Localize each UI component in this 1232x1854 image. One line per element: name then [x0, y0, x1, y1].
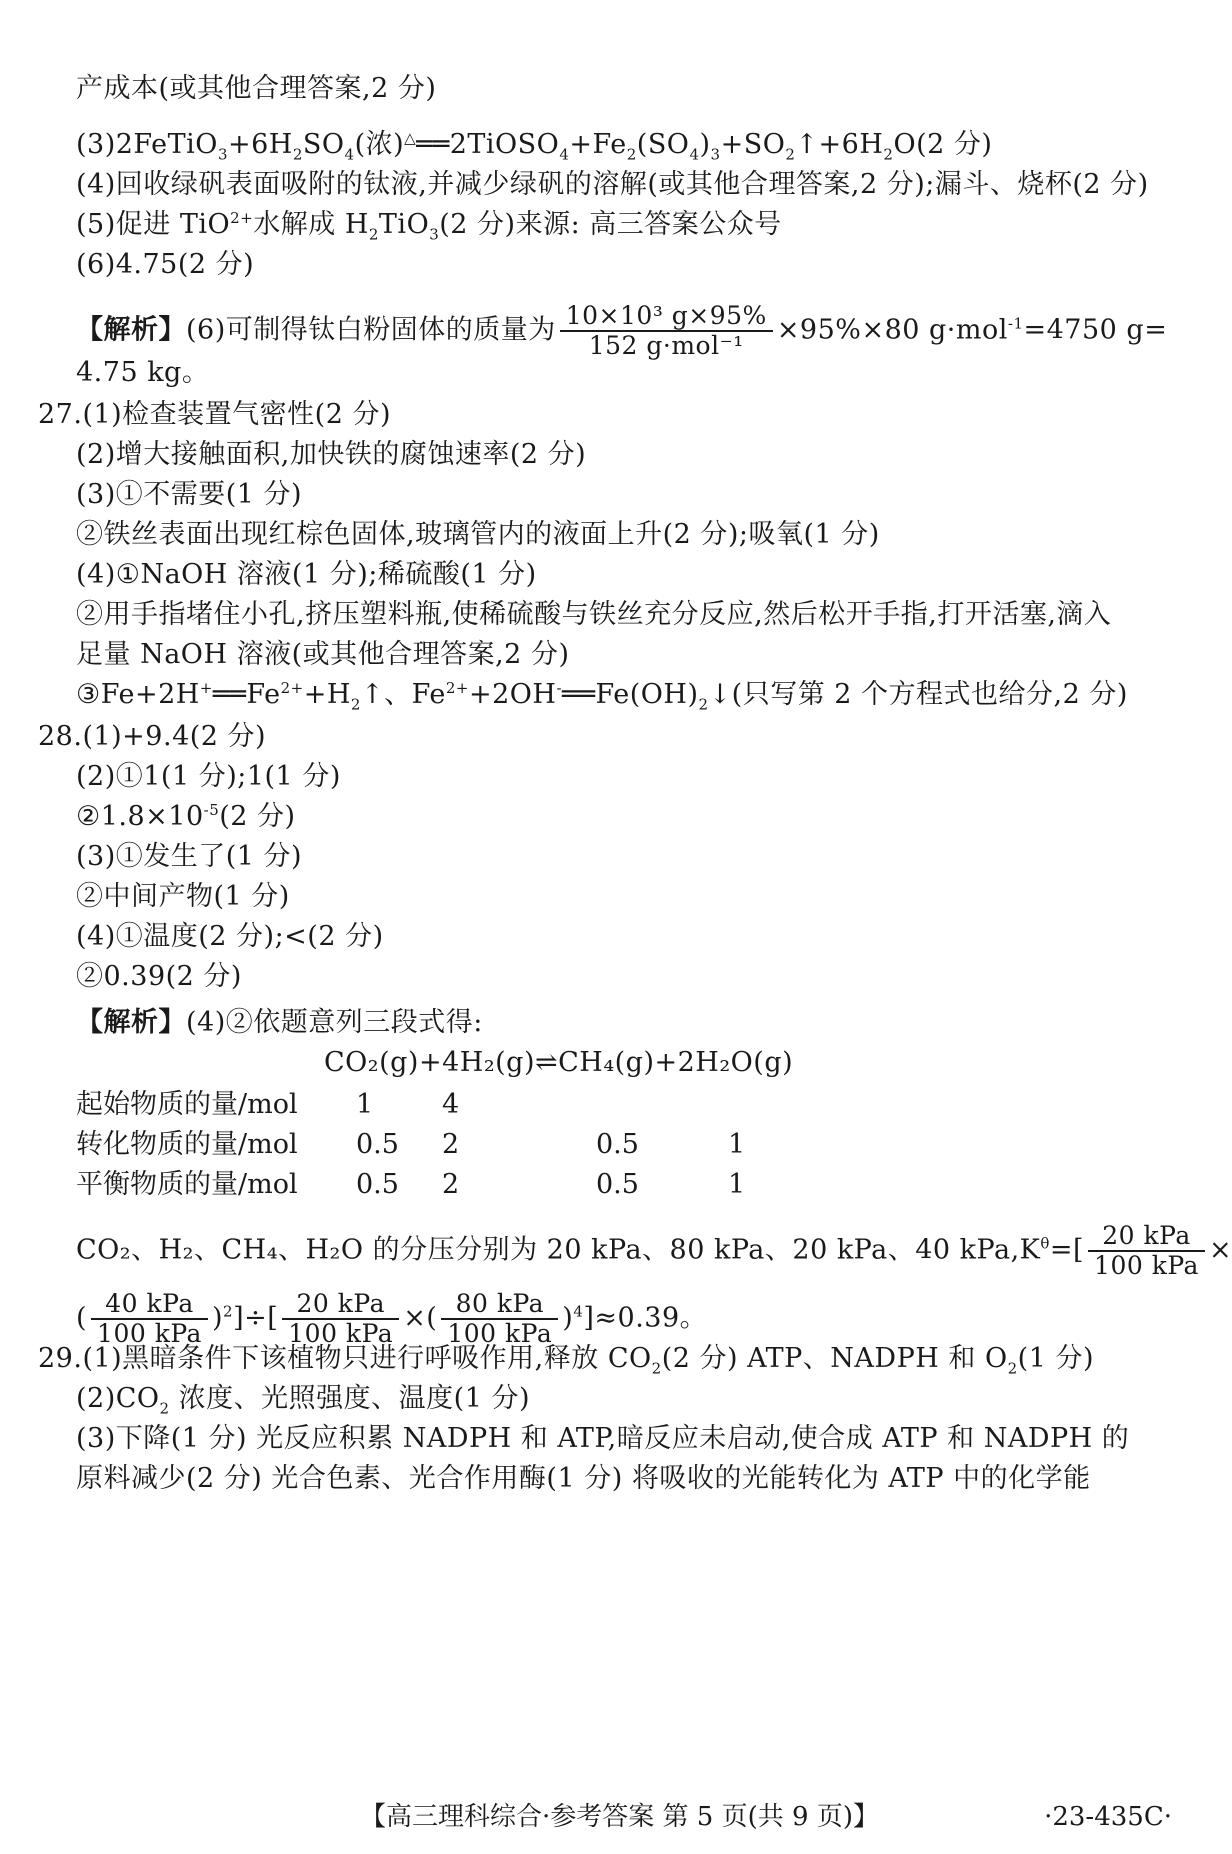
text-line: (4)①温度(2 分);<(2 分) [76, 921, 384, 952]
answer-page: 产成本(或其他合理答案,2 分) $(3)2FeTiO_3+6H_2SO_4$(浓)$^\triangle══2TiOSO_4+Fe_2(SO_4)_3+SO_2↑+6H_2O(2$ 分) (4)回收绿矾表面吸附的钛液,并减少绿矾的溶解(或其他合理答案,2 分);漏斗、烧杯(2 分) (5)促进 TiO$^{2+}$水解成 $H_2TiO_3(2$ 分)来源: 高三答案公众号 (6)4.75(2 分) 【解析】(6)可制得钛白粉固体的质量为 $\frac{\text{10×10³ g×95\%}}{\text{152 g·mol⁻¹}}$ ×95%×80 g·mol$^{-1}$=4750 g= 4.75 kg。 27.(1)检查装置气密性(2 分) (2)增大接触面积,加快铁的腐蚀速率(2 分) (3)①不需要(1 分) ②铁丝表面出现红棕色固体,玻璃管内的液面上升(2 分);吸氧(1 分) (4)①NaOH 溶液(1 分);稀硫酸(1 分) ②用手指堵住小孔,挤压塑料瓶,使稀硫酸与铁丝充分反应,然后松开手指,打开活塞,滴入 足量 NaOH 溶液(或其他合理答案,2 分) $③Fe+2H^+══Fe^{2+}+H_2↑$、$Fe^{2+}+2OH^-══Fe(OH)_2↓$(只写第 2 个方程式也给分,2 分) 28.(1)+9.4(2 分) (2)①1(1 分);1(1 分) $②1.8\times 10^{-5}(2$ 分) (3)①发生了(1 分) ②中间产物(1 分) (4)①温度(2 分);<(2 分) ②0.39(2 分) 【解析】(4)②依题意列三段式得: CO₂(g)+4H₂(g)⇌CH₄(g)+2H₂O(g) 起始物质的量/mol 1 4 转化物质的量/mol 0.5 2 0.5 1 平衡物质的量/mol 0.5 2 0.5 1 CO₂、H₂、CH₄、H₂O 的分压分别为 20 kPa、80 kPa、20 kPa、40 $kPa,K^\theta=$[ $\frac{\text{20 kPa}}{\text{100 kPa}}$ × ( $\frac{\text{40 kPa}}{\text{100 kPa}}$ )$^2$]÷[ $\frac{\text{20 kPa}}{\text{100 kPa}}$ ×( $\frac{\text{80 kPa}}{\text{100 kPa}}$ )$^4$]≈0.39。 29.(1)黑暗条件下该植物只进行呼吸作用,释放 $CO_2(2$ 分) ATP、NADPH 和 $O_2(1$ 分) $(2)CO_2$ 浓度、光照强度、温度(1 分) (3)下降(1 分) 光反应积累 NADPH 和 ATP,暗反应未启动,使合成 ATP 和 NADPH 的 原料减少(2 分) 光合色素、光合作用酶(1 分) 将吸收的光能转化为 ATP 中的化学能 【高三理科综合·参考答案 第 5 页(共 9 页)】 ·23-435C· [0, 0, 1200, 1854]
text-line: ②0.39(2 分) [76, 961, 242, 992]
text-line: (2)增大接触面积,加快铁的腐蚀速率(2 分) [76, 439, 587, 470]
fraction: $\frac{\text{10×10³ g×95\%}}{\text{152 g·mol⁻¹}}$ [560, 302, 773, 360]
text-line: CO₂、H₂、CH₄、H₂O 的分压分别为 20 kPa、80 kPa、20 kPa、40 $kPa,K^\theta=$[ $\frac{\text{20 kPa}}{\text{100 kPa}}$ × [76, 1221, 1232, 1280]
analysis-tag: 【解析】 [76, 314, 186, 346]
text-line: (2)①1(1 分);1(1 分) [76, 761, 341, 792]
text-line: 原料减少(2 分) 光合色素、光合作用酶(1 分) 将吸收的光能转化为 ATP 中的化学能 [76, 1463, 1091, 1494]
text-line: 足量 NaOH 溶液(或其他合理答案,2 分) [76, 639, 570, 670]
reaction-equation: CO₂(g)+4H₂(g)⇌CH₄(g)+2H₂O(g) [324, 1047, 794, 1078]
text-line: ②铁丝表面出现红棕色固体,玻璃管内的液面上升(2 分);吸氧(1 分) [76, 519, 880, 550]
fraction: $\frac{\text{40 kPa}}{\text{100 kPa}}$ [91, 1290, 208, 1348]
text-line: ( $\frac{\text{40 kPa}}{\text{100 kPa}}$ )$^2$]÷[ $\frac{\text{20 kPa}}{\text{100 kPa}}$ ×( $\frac{\text{80 kPa}}{\text{100 kPa}}$ )$^4$]≈0.39。 [76, 1289, 708, 1348]
question-28-line: 28.(1)+9.4(2 分) [38, 721, 267, 752]
text-line: 4.75 kg。 [76, 357, 210, 388]
text-line: 产成本(或其他合理答案,2 分) [76, 73, 437, 104]
text-line: ②用手指堵住小孔,挤压塑料瓶,使稀硫酸与铁丝充分反应,然后松开手指,打开活塞,滴入 [76, 599, 1112, 630]
text-line: (3)下降(1 分) 光反应积累 NADPH 和 ATP,暗反应未启动,使合成 ATP 和 NADPH 的 [76, 1423, 1130, 1454]
analysis-tag: 【解析】 [76, 1007, 186, 1038]
text-line: $②1.8\times 10^{-5}(2$ 分) [76, 801, 296, 832]
question-29-line: 29.(1)黑暗条件下该植物只进行呼吸作用,释放 $CO_2(2$ 分) ATP、NADPH 和 $O_2(1$ 分) [38, 1343, 1094, 1378]
page-footer [0, 1800, 1200, 1834]
text-line: (3)①不需要(1 分) [76, 479, 303, 510]
heat-symbol: △ [404, 129, 417, 147]
equation-line: $(3)2FeTiO_3+6H_2SO_4$(浓)$^\triangle══2TiOSO_4+Fe_2(SO_4)_3+SO_2↑+6H_2O(2$ 分) [76, 129, 993, 164]
fraction: $\frac{\text{20 kPa}}{\text{100 kPa}}$ [1088, 1222, 1205, 1280]
equation-line: $③Fe+2H^+══Fe^{2+}+H_2↑$、$Fe^{2+}+2OH^-══Fe(OH)_2↓$(只写第 2 个方程式也给分,2 分) [76, 679, 1128, 714]
footer-code: ·23-435C· [1044, 1802, 1172, 1832]
fraction: $\frac{\text{20 kPa}}{\text{100 kPa}}$ [282, 1290, 399, 1348]
fraction: $\frac{\text{80 kPa}}{\text{100 kPa}}$ [441, 1290, 558, 1348]
text-line: $(2)CO_2$ 浓度、光照强度、温度(1 分) [76, 1383, 531, 1418]
footer-page-info: 【高三理科综合·参考答案 第 5 页(共 9 页)】 [360, 1802, 879, 1832]
text-line: ②中间产物(1 分) [76, 881, 290, 912]
text-line: (5)促进 TiO$^{2+}$水解成 $H_2TiO_3(2$ 分)来源: 高三答案公众号 [76, 209, 782, 244]
text-line: (4)回收绿矾表面吸附的钛液,并减少绿矾的溶解(或其他合理答案,2 分);漏斗、烧杯(2 分) [76, 169, 1149, 200]
text-line: (3)①发生了(1 分) [76, 841, 303, 872]
text-line: (4)①NaOH 溶液(1 分);稀硫酸(1 分) [76, 559, 537, 590]
question-27-line: 27.(1)检查装置气密性(2 分) [38, 399, 392, 430]
analysis-line: 【解析】(4)②依题意列三段式得: [76, 1007, 483, 1038]
analysis-line: 【解析】(6)可制得钛白粉固体的质量为 $\frac{\text{10×10³ g×95\%}}{\text{152 g·mol⁻¹}}$ ×95%×80 g·mol$^{-1}$=4750 g= [76, 301, 1168, 360]
text-line: (6)4.75(2 分) [76, 249, 255, 280]
